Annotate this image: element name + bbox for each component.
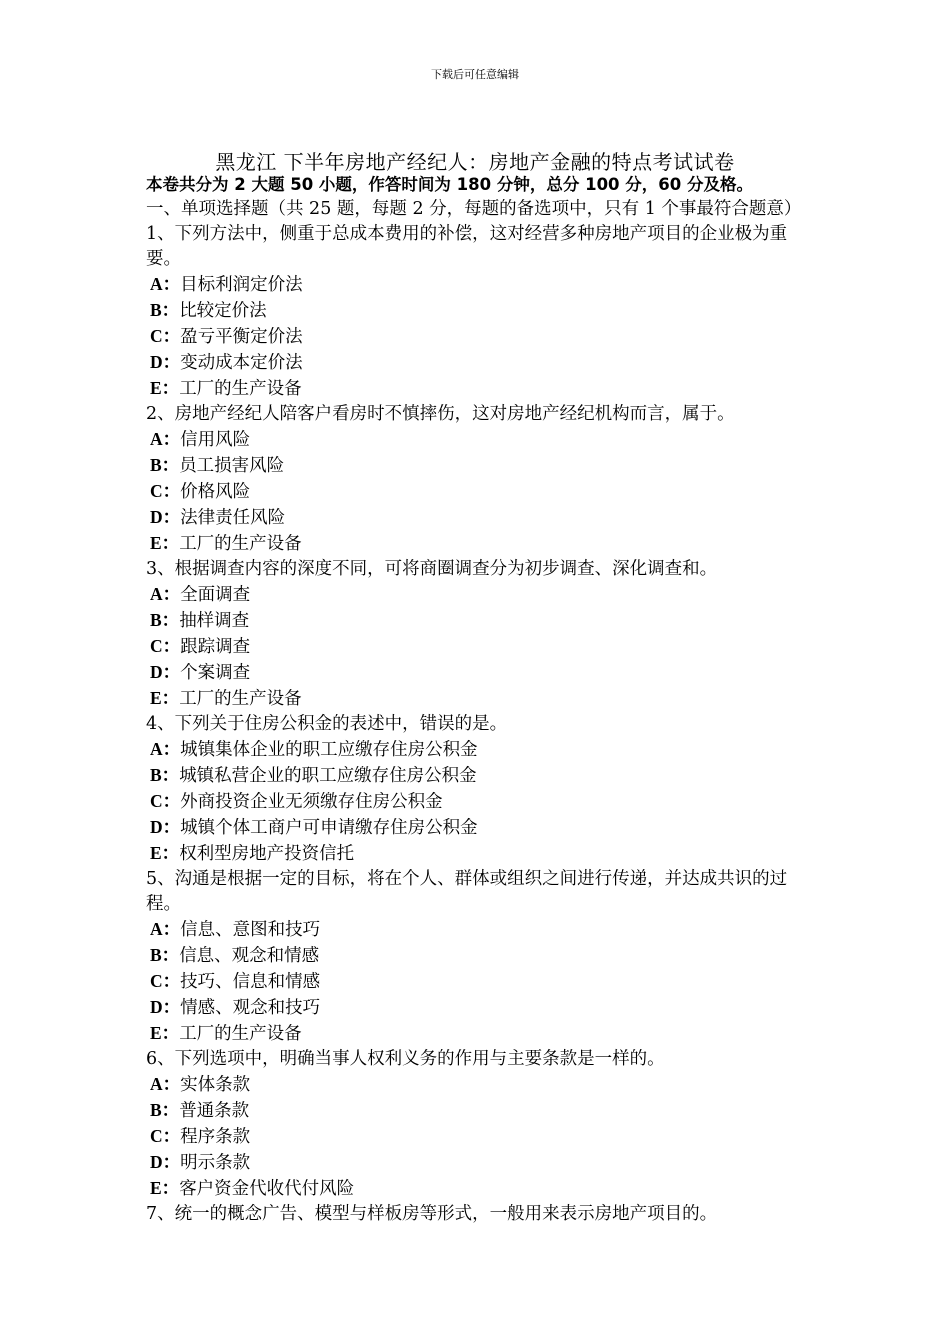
answer-option bbox=[146, 634, 811, 660]
option-text: 信息、意图和技巧 bbox=[180, 920, 321, 940]
answer-option bbox=[146, 660, 811, 686]
option-text: 工厂的生产设备 bbox=[179, 379, 302, 399]
option-text: 客户资金代收代付风险 bbox=[179, 1179, 355, 1199]
exam-intro: 本卷共分为 2 大题 50 小题，作答时间为 180 分钟，总分 100 分，60 分及格。 bbox=[146, 175, 753, 194]
answer-option bbox=[146, 1021, 811, 1047]
answer-option bbox=[146, 272, 811, 298]
option-text: 员工损害风险 bbox=[179, 456, 285, 476]
question-stem: 2、房地产经纪人陪客户看房时不慎摔伤，这对房地产经纪机构而言，属于。 bbox=[146, 404, 735, 424]
option-letter: E： bbox=[150, 378, 180, 398]
option-text: 程序条款 bbox=[180, 1127, 251, 1147]
answer-option bbox=[146, 427, 811, 453]
question-stem: 4、下列关于住房公积金的表述中，错误的是。 bbox=[146, 714, 508, 734]
question-stem: 1、下列方法中，侧重于总成本费用的补偿，这对经营多种房地产项目的企业极为重要。 bbox=[146, 224, 788, 269]
section-heading: 一、单项选择题（共 25 题，每题 2 分，每题的备选项中，只有 1 个事最符合题意） bbox=[146, 199, 802, 219]
question bbox=[146, 557, 811, 712]
option-letter: C： bbox=[150, 326, 181, 346]
answer-option bbox=[146, 479, 811, 505]
option-letter: A： bbox=[150, 919, 181, 939]
answer-option bbox=[146, 841, 811, 867]
page-header: 下载后可任意编辑 bbox=[431, 68, 519, 81]
option-letter: C： bbox=[150, 791, 181, 811]
answer-option bbox=[146, 737, 811, 763]
question-stem: 3、根据调查内容的深度不同，可将商圈调查分为初步调查、深化调查和。 bbox=[146, 559, 718, 579]
option-text: 技巧、信息和情感 bbox=[180, 972, 321, 992]
option-letter: B： bbox=[150, 1100, 180, 1120]
option-text: 工厂的生产设备 bbox=[179, 1024, 302, 1044]
option-letter: C： bbox=[150, 971, 181, 991]
option-letter: E： bbox=[150, 1178, 180, 1198]
option-text: 普通条款 bbox=[179, 1101, 250, 1121]
answer-option bbox=[146, 350, 811, 376]
answer-option bbox=[146, 376, 811, 402]
question-stem: 5、沟通是根据一定的目标，将在个人、群体或组织之间进行传递，并达成共识的过程。 bbox=[146, 869, 788, 914]
option-letter: B： bbox=[150, 455, 180, 475]
option-letter: D： bbox=[150, 1152, 181, 1172]
option-letter: B： bbox=[150, 300, 180, 320]
option-text: 目标利润定价法 bbox=[180, 275, 303, 295]
question bbox=[146, 222, 811, 402]
question bbox=[146, 712, 811, 867]
question bbox=[146, 1202, 811, 1227]
option-letter: E： bbox=[150, 533, 180, 553]
option-text: 城镇集体企业的职工应缴存住房公积金 bbox=[180, 740, 478, 760]
option-letter: A： bbox=[150, 739, 181, 759]
option-letter: B： bbox=[150, 945, 180, 965]
option-text: 实体条款 bbox=[180, 1075, 251, 1095]
option-text: 工厂的生产设备 bbox=[179, 534, 302, 554]
answer-option bbox=[146, 686, 811, 712]
option-letter: A： bbox=[150, 1074, 181, 1094]
option-letter: B： bbox=[150, 765, 180, 785]
answer-option bbox=[146, 1098, 811, 1124]
answer-option bbox=[146, 763, 811, 789]
option-letter: E： bbox=[150, 843, 180, 863]
option-letter: D： bbox=[150, 662, 181, 682]
option-text: 工厂的生产设备 bbox=[179, 689, 302, 709]
option-letter: D： bbox=[150, 997, 181, 1017]
answer-option bbox=[146, 789, 811, 815]
option-letter: A： bbox=[150, 584, 181, 604]
option-text: 变动成本定价法 bbox=[180, 353, 303, 373]
option-text: 比较定价法 bbox=[179, 301, 267, 321]
option-letter: C： bbox=[150, 1126, 181, 1146]
option-text: 抽样调查 bbox=[179, 611, 250, 631]
option-text: 权利型房地产投资信托 bbox=[179, 844, 355, 864]
question bbox=[146, 1047, 811, 1202]
option-text: 明示条款 bbox=[180, 1153, 251, 1173]
option-text: 信息、观念和情感 bbox=[179, 946, 320, 966]
answer-option bbox=[146, 505, 811, 531]
option-text: 城镇私营企业的职工应缴存住房公积金 bbox=[179, 766, 477, 786]
option-letter: D： bbox=[150, 352, 181, 372]
option-text: 情感、观念和技巧 bbox=[180, 998, 321, 1018]
option-letter: B： bbox=[150, 610, 180, 630]
document-body bbox=[146, 172, 811, 1227]
option-text: 个案调查 bbox=[180, 663, 251, 683]
answer-option bbox=[146, 1072, 811, 1098]
answer-option bbox=[146, 917, 811, 943]
answer-option bbox=[146, 1124, 811, 1150]
question-stem: 7、统一的概念广告、模型与样板房等形式，一般用来表示房地产项目的。 bbox=[146, 1204, 718, 1224]
option-letter: A： bbox=[150, 274, 181, 294]
answer-option bbox=[146, 1176, 811, 1202]
option-text: 跟踪调查 bbox=[180, 637, 251, 657]
option-text: 外商投资企业无须缴存住房公积金 bbox=[180, 792, 443, 812]
answer-option bbox=[146, 582, 811, 608]
document-title: 黑龙江 下半年房地产经纪人：房地产金融的特点考试试卷 bbox=[215, 150, 735, 174]
option-letter: C： bbox=[150, 481, 181, 501]
answer-option bbox=[146, 995, 811, 1021]
answer-option bbox=[146, 298, 811, 324]
option-text: 城镇个体工商户可申请缴存住房公积金 bbox=[180, 818, 478, 838]
answer-option bbox=[146, 453, 811, 479]
question-stem: 6、下列选项中，明确当事人权利义务的作用与主要条款是一样的。 bbox=[146, 1049, 665, 1069]
answer-option bbox=[146, 608, 811, 634]
answer-option bbox=[146, 815, 811, 841]
option-text: 法律责任风险 bbox=[180, 508, 286, 528]
question-list bbox=[146, 222, 811, 1227]
option-letter: D： bbox=[150, 817, 181, 837]
option-letter: E： bbox=[150, 688, 180, 708]
option-letter: D： bbox=[150, 507, 181, 527]
answer-option bbox=[146, 969, 811, 995]
question bbox=[146, 867, 811, 1047]
option-text: 全面调查 bbox=[180, 585, 251, 605]
question bbox=[146, 402, 811, 557]
option-letter: A： bbox=[150, 429, 181, 449]
answer-option bbox=[146, 324, 811, 350]
answer-option bbox=[146, 1150, 811, 1176]
option-letter: E： bbox=[150, 1023, 180, 1043]
option-text: 信用风险 bbox=[180, 430, 251, 450]
answer-option bbox=[146, 943, 811, 969]
option-letter: C： bbox=[150, 636, 181, 656]
option-text: 价格风险 bbox=[180, 482, 251, 502]
answer-option bbox=[146, 531, 811, 557]
option-text: 盈亏平衡定价法 bbox=[180, 327, 303, 347]
